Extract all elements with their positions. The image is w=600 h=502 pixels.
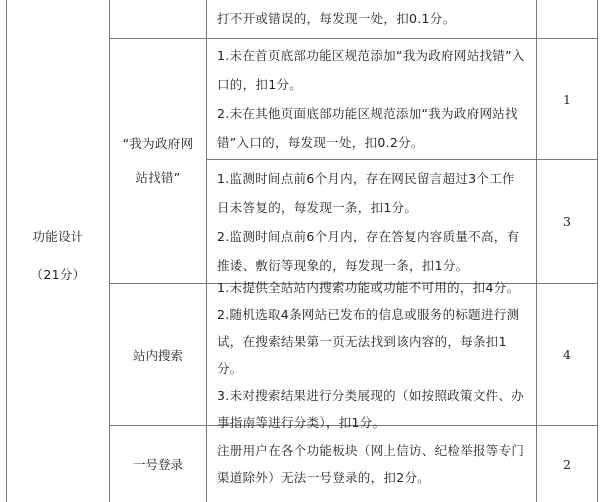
item-label: 一号登录 bbox=[132, 457, 183, 472]
item-cell-find-errors bbox=[110, 39, 206, 283]
score-cell-row1 bbox=[537, 39, 597, 159]
item-cell-single-login bbox=[110, 426, 206, 502]
criteria-cell-row4 bbox=[207, 426, 536, 502]
category-cell bbox=[7, 0, 109, 502]
criteria-text: 2.监测时间点前6个月内，存在答复内容质量不高，有推诿、敷衍等现象的，每发现一条，扣1分。 bbox=[217, 228, 520, 273]
category-score: （21分） bbox=[30, 267, 86, 282]
criteria-cell-row3 bbox=[207, 279, 536, 430]
criteria-text: 2.未在其他页面底部功能区规范添加“我为政府网站找错”入口的，每发现一处，扣0.2分。 bbox=[217, 106, 518, 150]
criteria-text: 1.未提供全站站内搜索功能或功能不可用的，扣4分。 bbox=[217, 279, 520, 295]
criteria-text: 2.随机选取4条网站已发布的信息或服务的标题进行测试，在搜索结果第一页无法找到该内容的，每条扣1分。 bbox=[217, 306, 520, 376]
score-cell-row2 bbox=[537, 160, 597, 283]
score-cell-row3 bbox=[537, 284, 597, 425]
item-label-line1: “我为政府网 bbox=[122, 136, 194, 151]
criteria-text: 注册用户在各个功能板块（网上信访、纪检举报等专门渠道除外）无法一号登录的，扣2分。 bbox=[217, 443, 525, 485]
score-cell-row4 bbox=[537, 426, 597, 502]
score-value: 1 bbox=[563, 91, 571, 107]
score-value: 3 bbox=[563, 214, 571, 229]
criteria-text: 1.未在首页底部功能区规范添加“我为政府网站找错”入口的，扣1分。 bbox=[217, 48, 525, 92]
criteria-cell-row1 bbox=[207, 39, 536, 159]
table-border-right bbox=[597, 0, 598, 502]
criteria-cell-row0 bbox=[207, 0, 536, 38]
item-label-line2: 站找错” bbox=[135, 170, 181, 185]
score-value: 2 bbox=[563, 456, 571, 472]
criteria-text: 3.未对搜索结果进行分类展现的（如按照政策文件、办事指南等进行分类），扣1分。 bbox=[217, 387, 524, 430]
score-value: 4 bbox=[563, 347, 571, 362]
category-title: 功能设计 bbox=[32, 229, 84, 244]
criteria-text: 打不开或错误的，每发现一处，扣0.1分。 bbox=[217, 11, 456, 26]
item-label: 站内搜索 bbox=[132, 347, 183, 363]
criteria-cell-row2 bbox=[207, 160, 536, 283]
item-cell-site-search bbox=[110, 284, 206, 425]
criteria-text: 1.监测时间点前6个月内，存在网民留言超过3个工作日未答复的，每发现一条，扣1分。 bbox=[217, 170, 515, 215]
